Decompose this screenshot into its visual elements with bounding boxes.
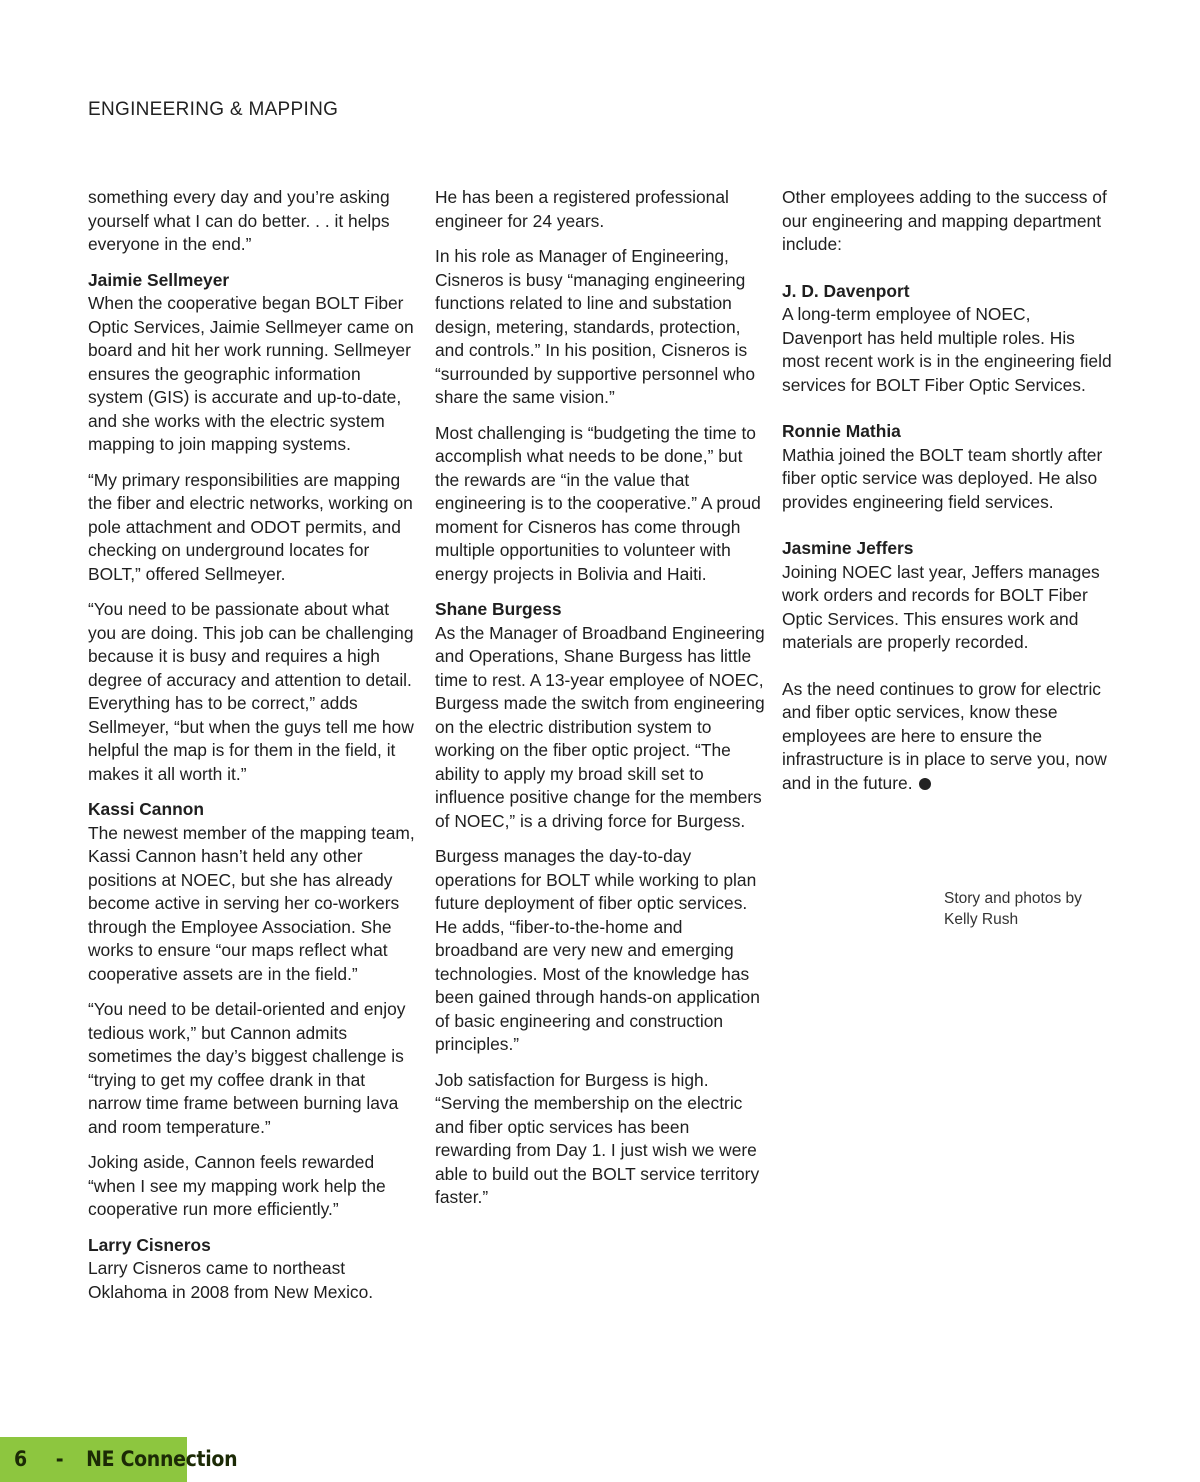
paragraph: Larry Cisneros came to northeast Oklahoma in 2008 from New Mexico. xyxy=(88,1258,374,1302)
closing-paragraph xyxy=(782,678,1112,796)
heading-shane-burgess: Shane Burgess xyxy=(435,599,562,619)
credit-line-2: Kelly Rush xyxy=(944,911,1019,928)
paragraph: Most challenging is “budgeting the time to accomplish what needs to be done,” but the rewards are “in the value that engineering is to the cooperative.” A proud moment for Cisneros has come through multiple opportunities to volunteer with energy projects in Bolivia and Haiti. xyxy=(435,422,761,584)
paragraph: In his role as Manager of Engineering, Cisneros is busy “managing engineering functions related to line and substation design, metering, standards, protection, and controls.” In his position, Cisneros is “surrounded by supportive personnel who share the same vision.” xyxy=(435,246,755,407)
paragraph: As the Manager of Broadband Engineering and Operations, Shane Burgess has little time to rest. A 13-year employee of NOEC, Burgess made the switch from engineering on the electric distribution system to working on the fiber optic project. “The ability to apply my broad skill set to influence positive change for the members of NOEC,” is a driving force for Burgess. xyxy=(435,622,765,831)
paragraph: “My primary responsibilities are mapping the fiber and electric networks, working on pole attachment and ODOT permits, and checking on underground locates for BOLT,” offered Sellmeyer. xyxy=(88,469,413,584)
credit-line-1: Story and photos by xyxy=(944,890,1082,907)
paragraph: “You need to be detail-oriented and enjoy tedious work,” but Cannon admits sometimes the day’s biggest challenge is “trying to get my coffee drank in that narrow time frame between burning lava and room temperature.” xyxy=(88,999,406,1137)
paragraph: Joining NOEC last year, Jeffers manages work orders and records for BOLT Fiber Optic Services. This ensures work and materials are properly recorded. xyxy=(782,561,1100,652)
closing-text: As the need continues to grow for electric and fiber optic services, know these employees are here to ensure the infrastructure is in place to serve you, now and in the future. xyxy=(782,678,1107,793)
footer-tab xyxy=(0,1437,238,1482)
paragraph: He has been a registered professional engineer for 24 years. xyxy=(435,187,729,231)
paragraph: A long-term employee of NOEC, Davenport has held multiple roles. His most recent work is in the engineering field services for BOLT Fiber Optic Services. xyxy=(782,304,1112,395)
page-number: 6 xyxy=(14,1447,28,1471)
paragraph: Joking aside, Cannon feels rewarded “when I see my mapping work help the cooperative run more efficiently.” xyxy=(88,1152,386,1219)
heading-larry-cisneros: Larry Cisneros xyxy=(88,1234,211,1255)
paragraph: something every day and you’re asking yourself what I can do better. . . it helps everyone in the end.” xyxy=(88,187,390,254)
footer-separator: - xyxy=(55,1447,64,1471)
publication-name: NE Connection xyxy=(86,1447,238,1471)
paragraph: “You need to be passionate about what you are doing. This job can be challenging because it is busy and requires a high degree of accuracy and attention to detail. Everything has to be correct,” adds Sellmeyer, “but when the guys tell me how helpful the map is for them in the field, it makes it all worth it.” xyxy=(88,599,414,784)
paragraph: Job satisfaction for Burgess is high. “Serving the membership on the electric and fiber optic services has been rewarding from Day 1. I just wish we were able to build out the BOLT service territory faster.” xyxy=(435,1069,760,1207)
heading-jd-davenport: J. D. Davenport xyxy=(782,280,910,301)
photo-credit xyxy=(944,888,1144,930)
heading-jasmine-jeffers: Jasmine Jeffers xyxy=(782,538,914,558)
heading-jaimie-sellmeyer: Jaimie Sellmeyer xyxy=(88,269,230,290)
section-title: ENGINEERING & MAPPING xyxy=(88,99,339,120)
paragraph: The newest member of the mapping team, Kassi Cannon hasn’t held any other positions at NOEC, but she has already become active in serving her co-workers through the Employee Association. She works to ensure “our maps reflect what cooperative assets are in the field.” xyxy=(88,822,415,984)
paragraph: Burgess manages the day-to-day operations for BOLT while working to plan future deployment of fiber optic services. He adds, “fiber-to-the-home and broadband are very new and emerging technologies. Most of the knowledge has been gained through hands-on application of basic engineering and construction principles.” xyxy=(435,846,760,1054)
paragraph: Other employees adding to the success of our engineering and mapping department include: xyxy=(782,187,1107,254)
end-mark-icon xyxy=(919,778,931,790)
paragraph: Mathia joined the BOLT team shortly after fiber optic service was deployed. He also provides engineering field services. xyxy=(782,444,1103,512)
column-1 xyxy=(88,186,418,1316)
column-3 xyxy=(782,186,1112,807)
heading-kassi-cannon: Kassi Cannon xyxy=(88,799,204,819)
heading-ronnie-mathia: Ronnie Mathia xyxy=(782,421,901,441)
paragraph: When the cooperative began BOLT Fiber Optic Services, Jaimie Sellmeyer came on board and hit her work running. Sellmeyer ensures the geographic information system (GIS) is accurate and up-to-date, and she works with the electric system mapping to join mapping systems. xyxy=(88,293,414,454)
column-2 xyxy=(435,186,765,1222)
